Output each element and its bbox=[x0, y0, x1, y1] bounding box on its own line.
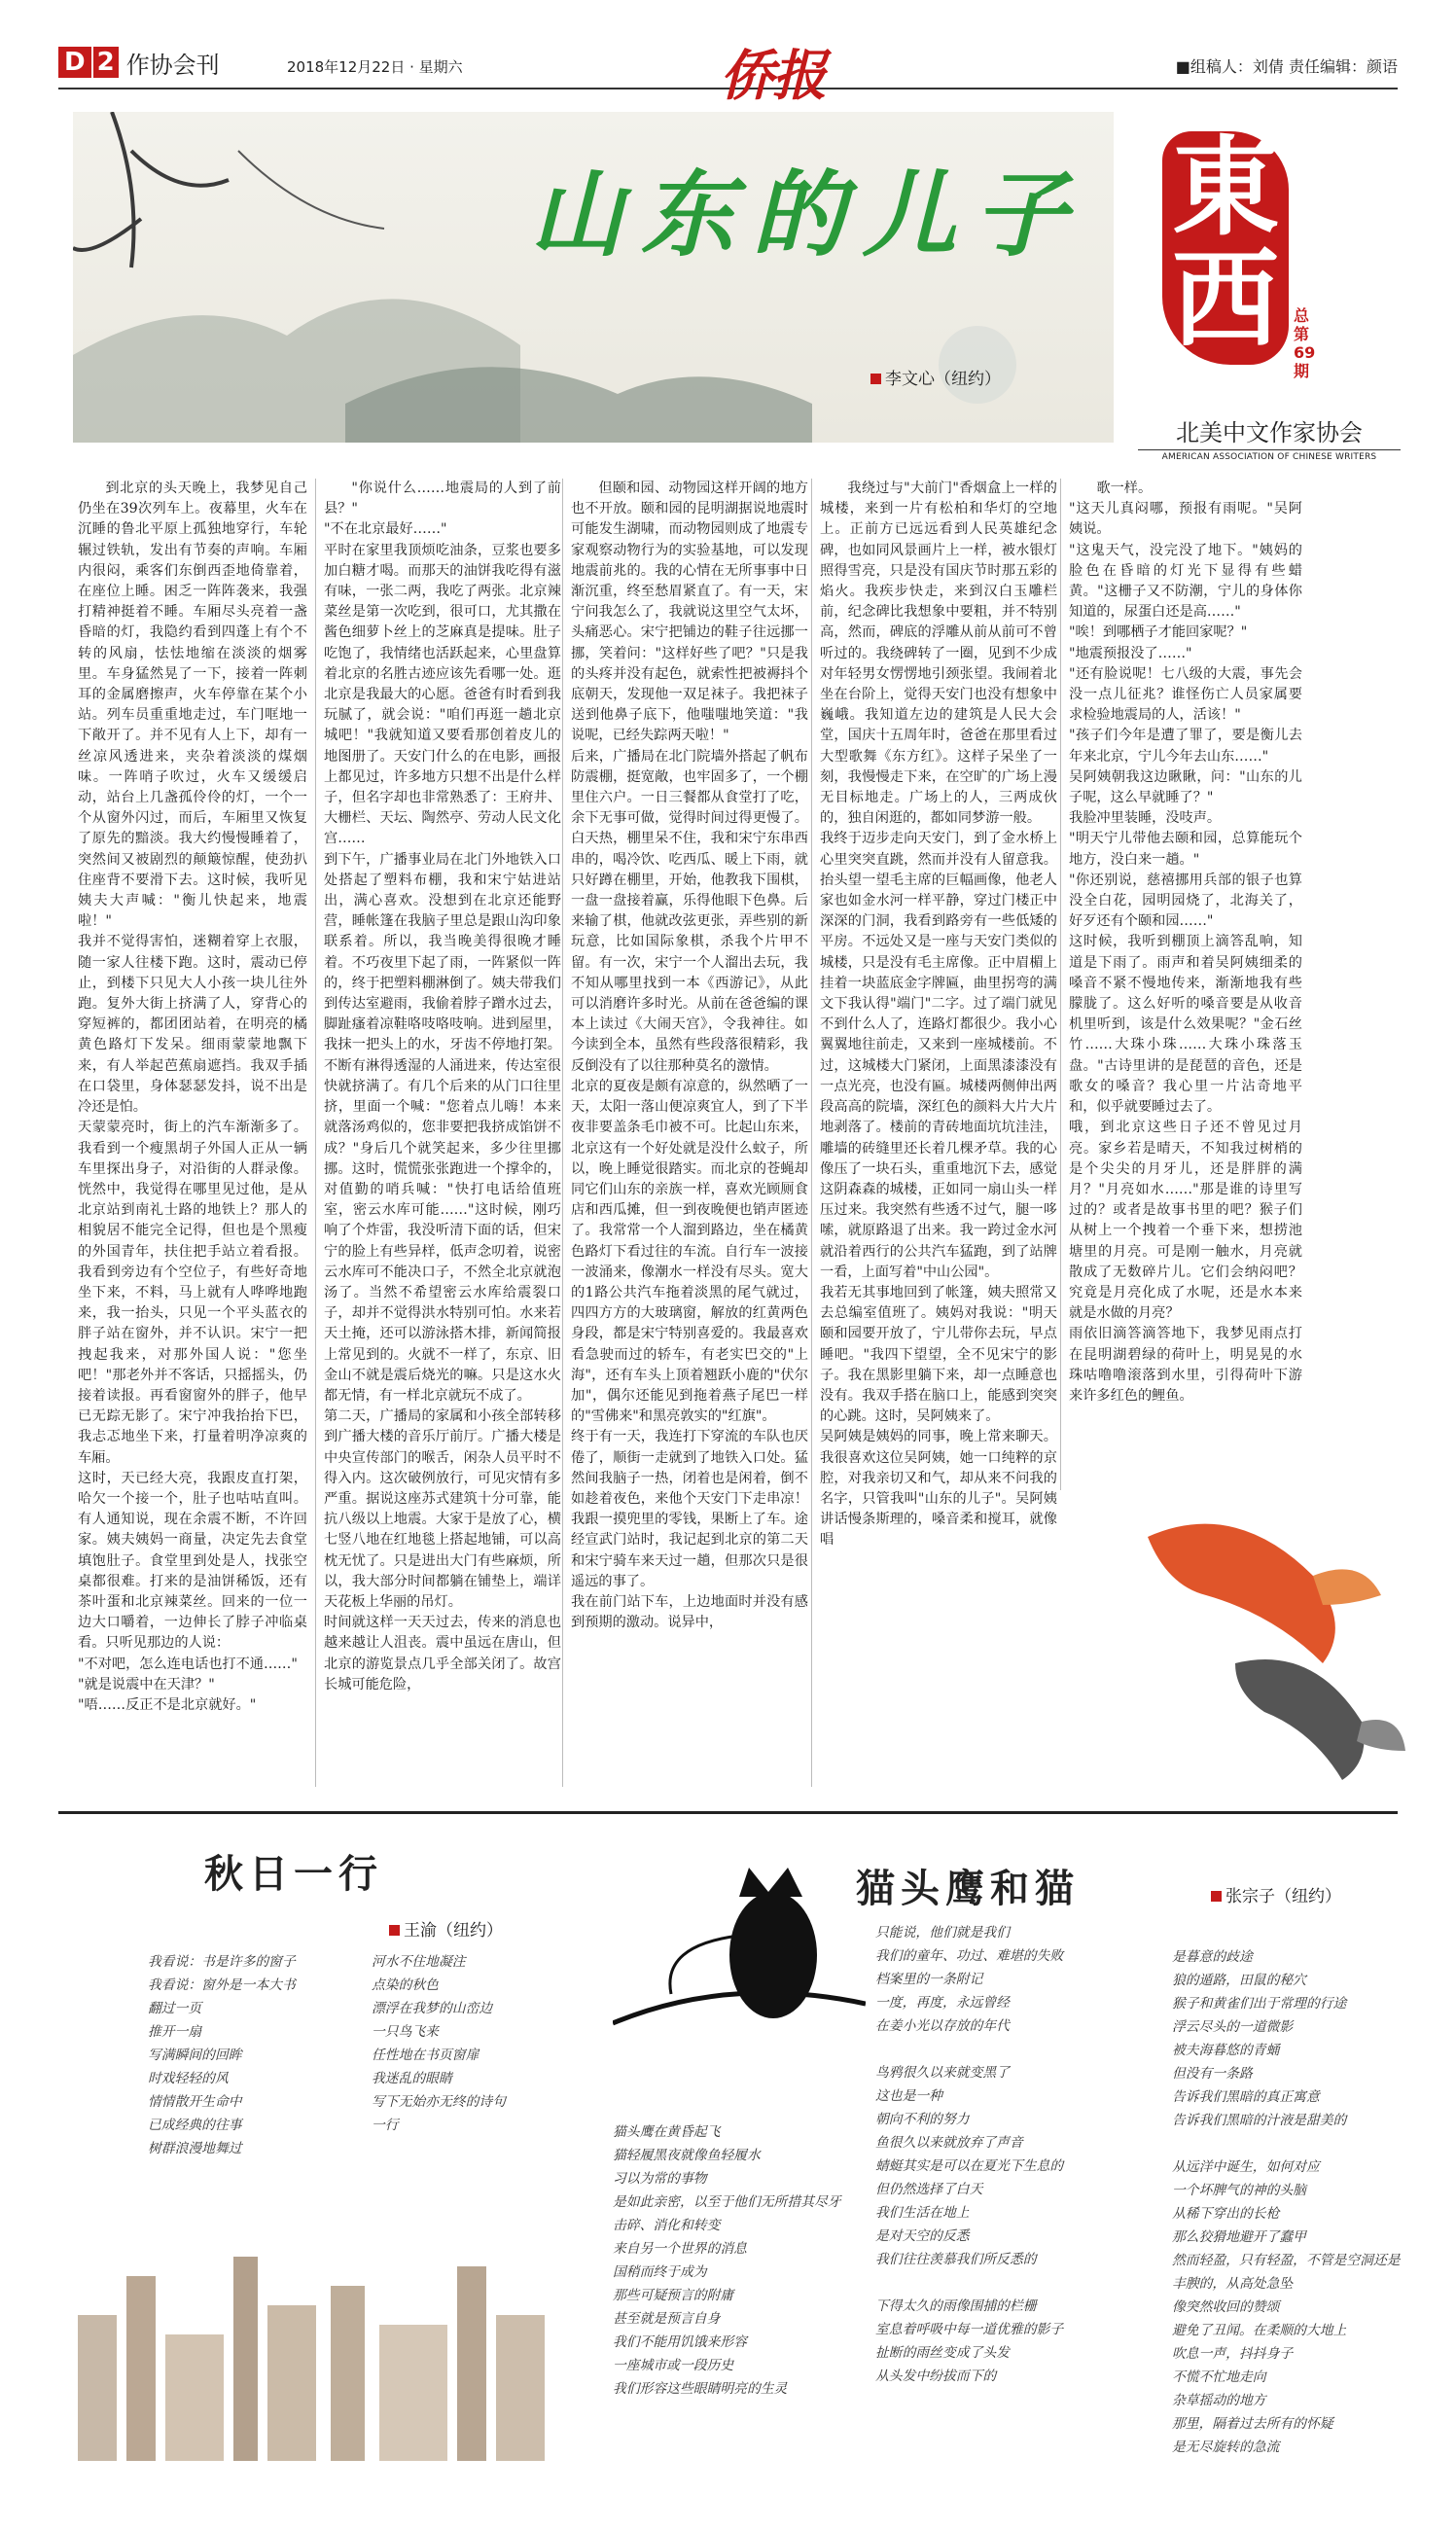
feature-author-name: 李文心（纽约） bbox=[885, 370, 1001, 389]
poem2-title: 猫头鹰和猫 bbox=[856, 1866, 1080, 1911]
koi-fish-illustration bbox=[1119, 1498, 1410, 1790]
editor-credits: ■组稿人：刘倩 责任编辑：颜语 bbox=[1175, 57, 1398, 76]
poem2-author-name: 张宗子（纽约） bbox=[1225, 1887, 1341, 1906]
column-seal bbox=[1162, 125, 1316, 433]
article-column-3: 但颐和园、动物园这样开阔的地方也不开放。颐和园的昆明湖据说地震时可能发生湖啸，而动物园则成了地震专家观察动物行为的实验基地，可以发现地震前兆的。我的心情在无所事事中日渐沉重，终至愁眉紧直了。有一天，宋宁问我怎么了，我就说这里空气太坏，头痛恶心。宋宁把铺边的鞋子往远挪一挪，笑着问："这样好些了吧？"只是我的头疼并没有起色，就索性把被褥抖个底朝天，发现他一双足袜子。我把袜子送到他鼻子底下，他嗤嗤地笑道："我说呢，已经失踪两天啦！" 后来，广播局在北门院墙外搭起了帆布防震棚，挺宽敞，也牢固多了，一个棚里住六户。一日三餐都从食堂打了吃，余下无事可做，觉得时间过得更慢了。白天热，棚里呆不住，我和宋宁东串西串的，喝冷饮、吃西瓜、暖上下雨，就只好蹲在棚里，开始，他教我下围棋，一盘一盘接着赢，乐得他眼下色鼻。后来输了棋，他就改弦更张，弄些别的新玩意，比如国际象棋，杀我个片甲不留。有一次，宋宁一个人溜出去玩，我不知从哪里找到一本《西游记》，从此可以消磨许多时光。从前在爸爸编的课本上读过《大闹天宫》，令我神往。如今读到全本，虽然有些段落很精彩，我反倒没有了以往那种莫名的激情。 北京的夏夜是颇有凉意的，纵然晒了一天，太阳一落山便凉爽宜人，到了下半夜非要盖条毛巾被不可。比起山东来，北京这有一个好处就是没什么蚊子，所以，晚上睡觉很踏实。而北京的苍蝇却同它们山东的亲族一样，喜欢光顾厕食店和西瓜摊，但一到夜晚便也销声匿迹了。我常常一个人溜到路边，坐在橘黄色路灯下看过往的车流。自行车一波接一波涌来，像潮水一样没有尽头。宽大的1路公共汽车拖着淡黑的尾气就过，四四方方的大玻璃窗，解放的红黄两色身段，都是宋宁特别喜爱的。我最喜欢看急驶而过的轿车，有老实巴交的"上海"，还有车头上顶着翘跃小鹿的"伏尔加"，偶尔还能见到拖着燕子尾巴一样的"雪佛来"和黑亮敦实的"红旗"。 终于有一天，我连打下穿流的车队也厌倦了，顺街一走就到了地铁入口处。猛然间我脑子一热，闭着也是闲着，倒不如趁着夜色，来他个天安门下走串凉！我跟一摸兜里的零钱，果断上了车。途经宣武门站时，我记起到北京的第二天和宋宁骑车来天过一趟，但那次只是很遥远的事了。 我在前门站下车，上边地面时并没有感到预期的激动。说异中， bbox=[562, 479, 808, 1787]
association-cn: 北美中文作家协会 bbox=[1176, 419, 1363, 446]
poem1-author bbox=[389, 1916, 503, 1941]
article-column-1: 到北京的头天晚上，我梦见自己仍坐在39次列车上。夜幕里，火车在沉睡的鲁北平原上孤独地穿行，车轮辗过铁轨，发出有节奏的声响。车厢内很闷，乘客们东倒西歪地倚靠着，在座位上睡。困乏一阵阵袭来，我强打精神挺着不睡。车厢尽头亮着一盏昏暗的灯，我隐约看到四蓬上有个不转的风扇，怯怯地缩在淡淡的烟雾里。车身猛然晃了一下，接着一阵刺耳的金属磨擦声，火车停靠在某个小站。列车员重重地走过，车门哐地一下敞开了。并不见有人上下，却有一丝凉风透进来，夹杂着淡淡的煤烟味。一阵哨子吹过，火车又缓缓启动，站台上几盏孤伶伶的灯，一个一个从窗外闪过，而后，车厢里又恢复了原先的黯淡。我大约慢慢睡着了，突然间又被剧烈的颠簸惊醒，使劲扒住座背不要滑下去。这时候，我听见姨夫大声喊："衡儿快起来，地震啦！" 我并不觉得害怕，迷糊着穿上衣服，随一家人往楼下跑。这时，震动已停止，到楼下只见大人小孩一块儿往外跑。复外大街上挤满了人，穿背心的穿短裤的，都团团站着，在明亮的橘黄色路灯下发呆。细雨蒙蒙地飘下来，有人举起芭蕉扇遮挡。我双手插在口袋里，身体瑟瑟发抖，说不出是冷还是怕。 天蒙蒙亮时，街上的汽车渐渐多了。我看到一个瘦黑胡子外国人正从一辆车里探出身子，对沿街的人群录像。恍然中，我觉得在哪里见过他，是从北京站到南礼士路的地铁上？那人的相貌居不能完全记得，但也是个黑瘦的外国青年，扶住把手站立着看报。我看到旁边有个空位子，有些好奇地坐下来，不料，马上就有人哗哗地跑来，我一抬头，只见一个平头蓝衣的胖子站在窗外，并不认识。宋宁一把拽起我来，对那外国人说："您坐吧！"那老外并不客话，只摇摇头，仍接着读报。再看窗窗外的胖子，他早已无踪无影了。宋宁冲我抬抬下巴，我忐忑地坐下来，打量着明净凉爽的车厢。 这时，天已经大亮，我跟皮直打架，哈欠一个接一个，肚子也咕咕直叫。有人通知说，现在余震不断，不许回家。姨夫姨妈一商量，决定先去食堂填饱肚子。食堂里到处是人，找张空桌都很难。打来的是油饼稀饭，还有茶叶蛋和北京辣菜丝。回来的一位一边大口嚼着，一边伸长了脖子冲临桌看。只听见那边的人说： "不对吧，怎么连电话也打不通……" "就是说震中在天津？" "唔……反正不是北京就好。" bbox=[78, 481, 307, 1713]
association-en: AMERICAN ASSOCIATION OF CHINESE WRITERS bbox=[1138, 449, 1401, 462]
poem1-author-name: 王渝（纽约） bbox=[404, 1921, 503, 1941]
section-name: 作协会刊 bbox=[125, 51, 220, 79]
poem1-text-left: 我看说：书是许多的窗子 我看说：窗外是一本大书 翻过一页 推开一扇 写满瞬间的回眸 时戏轻轻的风 情情散开生命中 已成经典的往事 树群浪漫地舞过 bbox=[148, 1954, 296, 2156]
newspaper-logo: 侨报 bbox=[720, 44, 825, 108]
feature-title: 山东的儿子 bbox=[530, 160, 1084, 269]
city-skyline-illustration bbox=[58, 2169, 564, 2461]
poem2-text-col3: 是暮意的歧途 狼的遁路，田鼠的秘穴 猴子和黄雀们出于常理的行途 浮云尽头的一道微影 被夫海暮悠的青蛹 但没有一条路 告诉我们黑暗的真正寓意 告诉我们黑暗的汁液是甜美的 从远洋中诞生，如何对应 一个坏脾气的神的头脑 从稀下穿出的长枪 那么狡猾地避开了蠢甲 然而轻盈，只有轻盈，不管是空洞还是丰腴的，从高处急坠 像突然收回的赞颂 避免了丑闻。在柔顺的大地上 吹息一声，抖抖身子 不慌不忙地走向 杂草摇动的地方 那里，隔着过去所有的怀疑 是无尽旋转的急流 bbox=[1172, 1949, 1401, 2455]
feature-banner bbox=[73, 112, 1114, 443]
article-column-4: 我绕过与"大前门"香烟盒上一样的城楼，来到一片有松柏和华灯的空地上。正前方已远远看到人民英雄纪念碑，也如同风景画片上一样，被水银灯照得雪亮，只是没有国庆节时那五彩的焰火。我疾步快走，来到汉白玉雕栏前，纪念碑比我想象中要粗，并不特别高，然而，碑底的浮雕从前从前可不曾听过的。我绕碑转了一圈，见到不少成对年轻男女愣愣地引颈张望。我闹着北坐在台阶上，觉得天安门也没有想象中巍峨。我知道左边的建筑是人民大会堂，国庆十五周年时，爸爸在那里看过大型歌舞《东方红》。这样子呆坐了一刻，我慢慢走下来，在空旷的广场上漫无目标地走。广场上的人，三两成伙的，独自闲逛的，都如同梦游一般。 我终于迈步走向天安门，到了金水桥上心里突突直跳，然而并没有人留意我。抬头望一望毛主席的巨幅画像，他老人家也如金水河一样平静，穿过门楼正中深深的门洞，我看到路旁有一些低矮的平房。不远处又是一座与天安门类似的城楼，只是没有毛主席像。正中眉楣上挂着一块蓝底金字牌匾，曲里拐弯的满文下我认得"端门"二字。过了端门就见不到什么人了，连路灯都很少。我小心翼翼地往前走，又来到一座城楼前。不过，这城楼大门紧闭，上面黑漆漆没有一点光亮，也没有匾。城楼两侧伸出两段高高的院墙，深红色的颜料大片大片地剥落了。楼前的青砖地面坑坑洼洼，雕墙的砖缝里还长着几棵矛草。我的心像压了一块石头，重重地沉下去，感觉这阴森森的城楼，正如同一扇山头一样压过来。我突然有些透不过气，腿一哆嗦，就原路退了出来。我一跨过金水河就沿着西行的公共汽车猛跑，到了站牌一看，上面写着"中山公园"。 我若无其事地回到了帐篷，姨夫照常又去总编室值班了。姨妈对我说："明天颐和园要开放了，宁儿带你去玩，早点睡吧。"我四下望望，全不见宋宁的影子。我在黑影里躺下来，却一点睡意也没有。我双手搭在脑口上，能感到突突的心跳。这时，吴阿姨来了。 吴阿姨是姨妈的同事，晚上常来聊天。我很喜欢这位吴阿姨，她一口纯粹的京腔，对我亲切又和气，却从来不问我的名字，只管我叫"山东的儿子"。吴阿姨讲话慢条斯理的，嗓音柔和搅耳，就像唱 bbox=[811, 479, 1057, 1787]
seal-characters: 東西 bbox=[1162, 131, 1289, 365]
poem1-text-right: 河水不住地凝注 点染的秋色 漂浮在我梦的山峦边 一只鸟飞来 任性地在书页窗扉 我迷乱的眼睛 写下无始亦无终的诗句 一行 bbox=[372, 1954, 506, 2133]
section-badge bbox=[58, 47, 220, 78]
poem2-text-col1: 猫头鹰在黄昏起飞 猫轻履黑夜就像鱼轻履水 习以为常的事物 是如此亲密，以至于他们无所措其尽牙 击碎、消化和转变 来自另一个世界的消息 国稍而终于成为 那些可疑预言的附庸 甚至就是预言自身 我们不能用饥饿来形容 一座城市或一段历史 我们形容这些眼睛明亮的生灵 bbox=[613, 2124, 841, 2397]
article-column-2: "你说什么……地震局的人到了前县？" "不在北京最好……" 平时在家里我顶烦吃油条，豆浆也要多加白糖才喝。而那天的油饼我吃得有滋有味，一张二两，我吃了两张。北京辣菜丝是第一次吃到，很可口，尤其撒在酱色细萝卜丝上的芝麻真是提味。肚子吃饱了，我情绪也活跃起来，心里盘算着北京的名胜古迹应该先看哪一处。逛北京是我最大的心愿。爸爸有时看到我玩腻了，就会说："咱们再逛一趟北京城吧！"我就知道又要看那创着皮儿的地图册了。天安门什么的在电影，画报上都见过，许多地方只想不出是什么样子，但名字却也非常熟悉了：王府井、大栅栏、天坛、陶然亭、劳动人民文化宫…… 到下午，广播事业局在北门外地铁入口处搭起了塑料布棚，我和宋宁姑进站出，满心喜欢。没想到在北京还能野营，睡帐篷在我脑子里总是跟山沟印象联系着。所以，我当晚美得很晚才睡着。不巧夜里下起了雨，一阵紧似一阵的，终于把塑料棚淋倒了。姨夫带我们到传达室避雨，我偷着脖子蹭水过去，脚趾瘙着凉鞋咯吱咯吱响。进到屋里，我抹一把头上的水，牙齿不停地打架。不断有淋得透湿的人涌进来，传达室很快就挤满了。有几个后来的从门口往里挤，里面一个喊："您着点儿嗨！本来就落汤鸡似的，您非要把我挤成馅饼不成？"身后几个就笑起来，多少往里挪挪。这时，慌慌张张跑进一个撑伞的，对值勤的哨兵喊："快打电话给值班室，密云水库可能……"这时候，刚巧响了个炸雷，我没听清下面的话，但宋宁的脸上有些异样，低声念叨着，说密云水库可不能决口子，不然全北京就泡汤了。当然不希望密云水库给震裂口子，却并不觉得洪水特别可怕。水来若天土掩，还可以游泳搭木排，新闻简报上常见到的。火就不一样了，东京、旧金山不就是震后烧光的嘛。只是这水火都无情，有一样北京就玩不成了。 第二天，广播局的家属和小孩全部转移到广播大楼的音乐厅前厅。广播大楼是中央宣传部门的喉舌，闲杂人员平时不得入内。这次破例放行，可见灾情有多严重。据说这座苏式建筑十分可靠，能抗八级以上地震。大家于是放了心，横七竖八地在红地毯上搭起地铺，可以高枕无忧了。只是进出大门有些麻烦，所以，我大部分时间都躺在铺垫上，端详天花板上华丽的吊灯。 时间就这样一天天过去，传来的消息也越来越让人沮丧。震中虽远在唐山，但北京的游览景点几乎全部关闭了。故宫长城可能危险， bbox=[315, 479, 561, 1787]
page-header bbox=[58, 39, 1398, 108]
page-number: 2 bbox=[93, 47, 119, 78]
association-name bbox=[1138, 413, 1401, 462]
poem2-text-col2: 只能说，他们就是我们 我们的童年、功过、难堪的失败 档案里的一条附记 一度，再度，永远曾经 在姜小光以存放的年代 鸟鸦很久以来就变黑了 这也是一种 朝向不利的努力 鱼很久以来就放弃了声音 蜻蜓其实是可以在夏光下生息的 但仍然选择了白天 我们生活在地上 是对天空的反悉 我们往往羡慕我们所反悉的 下得太久的雨像围捕的栏栅 室息着呼吸中每一道优雅的影子 扯断的雨丝变成了头发 从头发中纷拔而下的 bbox=[875, 1925, 1064, 2384]
section-letter: D bbox=[58, 47, 91, 78]
section-divider bbox=[58, 1811, 1398, 1814]
issue-date: 2018年12月22日 · 星期六 bbox=[287, 58, 463, 76]
poem2-author bbox=[1211, 1882, 1341, 1906]
owl-silhouette-illustration bbox=[613, 1829, 866, 2091]
feature-author bbox=[870, 365, 1001, 389]
issue-number: 总第69期 bbox=[1294, 306, 1316, 380]
article-column-5: 歌一样。 "这天儿真闷哪，预报有雨呢。"吴阿姨说。 "这鬼天气，没完没了地下。"姨妈的脸色在昏暗的灯光下显得有些蜡黄。"这栅子又不防潮，宁儿的身体你知道的，尿蛋白还是高……" "唉！到哪栖子才能回家呢？" "地震预报没了……" "还有脸说呢！七八级的大震，事先会没一点儿征兆？谁怪伤亡人员家属要求检验地震局的人，活该！" "孩子们今年是遭了罪了，要是衡儿去年来北京，宁儿今年去山东……" 吴阿姨朝我这边瞅瞅，问："山东的儿子呢，这么早就睡了？" 我脸冲里装睡，没吱声。 "明天宁儿带他去颐和园，总算能玩个地方，没白来一趟。" "你还别说，慈禧挪用兵部的银子也算没全白花，园明园烧了，北海关了，好歹还有个颐和园……" 这时候，我听到棚顶上滴答乱响，知道是下雨了。雨声和着吴阿姨细柔的嗓音不紧不慢地传来，渐渐地我有些朦胧了。这么好听的嗓音要是从收音机里听到，该是什么效果呢？"金石丝竹……大珠小珠……大珠小珠落玉盘。"古诗里讲的是琵琶的音色，还是歌女的嗓音？我心里一片沾奇地平和，似乎就要睡过去了。 哦，到北京这些日子还不曾见过月亮。家乡若是晴天，不知我过树梢的是个尖尖的月牙儿，还是胖胖的满月？"月亮如水……"那是谁的诗里写过的？或者是故事书里的吧？猴子们从树上一个拽着一个垂下来，想捞池塘里的月亮。可是刚一触水，月亮就散成了无数碎片儿。它们会纳闷吧？究竟是月亮化成了水呢，还是水本来就是水做的月亮？ 雨依旧滴答滴答地下，我梦见雨点打在昆明湖碧绿的荷叶上，明晃晃的水珠咕噜噜滚落到水里，引得荷叶下游来许多红色的鲤鱼。 bbox=[1060, 479, 1302, 1490]
poem1-title: 秋日一行 bbox=[204, 1851, 383, 1897]
